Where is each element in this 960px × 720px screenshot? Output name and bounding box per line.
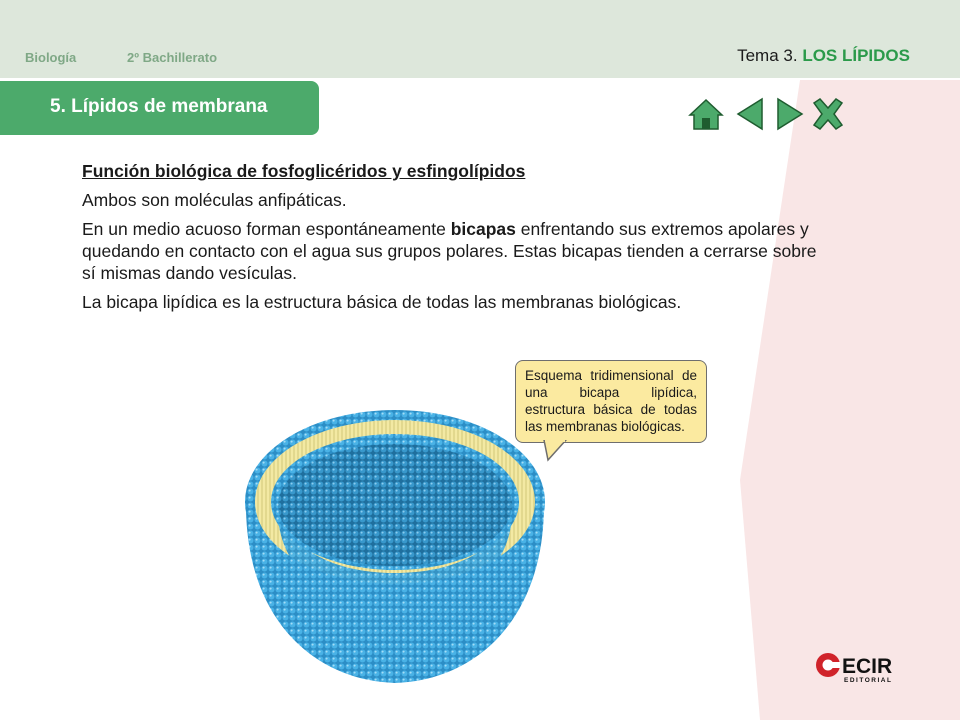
course-label: 2º Bachillerato	[127, 50, 218, 65]
triangle-left-icon[interactable]	[732, 97, 768, 131]
paragraph-2-bold: bicapas	[450, 219, 516, 239]
paragraph-2-text-end: enfrentando sus extremos apolares y quedando en contacto con el agua sus grupos polares. Estas bicapas tienden a cerrarse sobre sí mismas dando vesículas.	[82, 219, 817, 283]
paragraph-2	[82, 218, 822, 284]
logo-subtitle: EDITORIAL	[844, 677, 893, 684]
header-bar	[0, 0, 960, 78]
close-x-icon[interactable]	[810, 97, 846, 131]
section-title: 5. Lípidos de membrana	[0, 81, 319, 135]
theme-title	[737, 46, 910, 66]
figure-caption-callout: Esquema tridimensional de una bicapa lipídica, estructura básica de todas las membranas biológicas.	[515, 360, 707, 443]
subject-label: Biología	[25, 50, 77, 65]
publisher-logo	[815, 650, 900, 689]
theme-name: LOS LÍPIDOS	[802, 46, 910, 65]
logo-text: ECIR	[842, 655, 893, 678]
content-heading: Función biológica de fosfoglicéridos y esfingolípidos	[82, 161, 526, 181]
paragraph-2-text: En un medio acuoso forman espontáneamente	[82, 219, 451, 239]
theme-prefix: Tema 3.	[737, 46, 798, 65]
triangle-right-icon[interactable]	[772, 97, 808, 131]
bilayer-hemisphere-illustration	[240, 355, 550, 695]
paragraph-1: Ambos son moléculas anfipáticas.	[82, 190, 347, 210]
content-area	[82, 160, 822, 320]
home-icon[interactable]	[688, 97, 724, 131]
paragraph-3: La bicapa lipídica es la estructura básica de todas las membranas biológicas.	[82, 292, 682, 312]
callout-pointer	[540, 440, 580, 464]
